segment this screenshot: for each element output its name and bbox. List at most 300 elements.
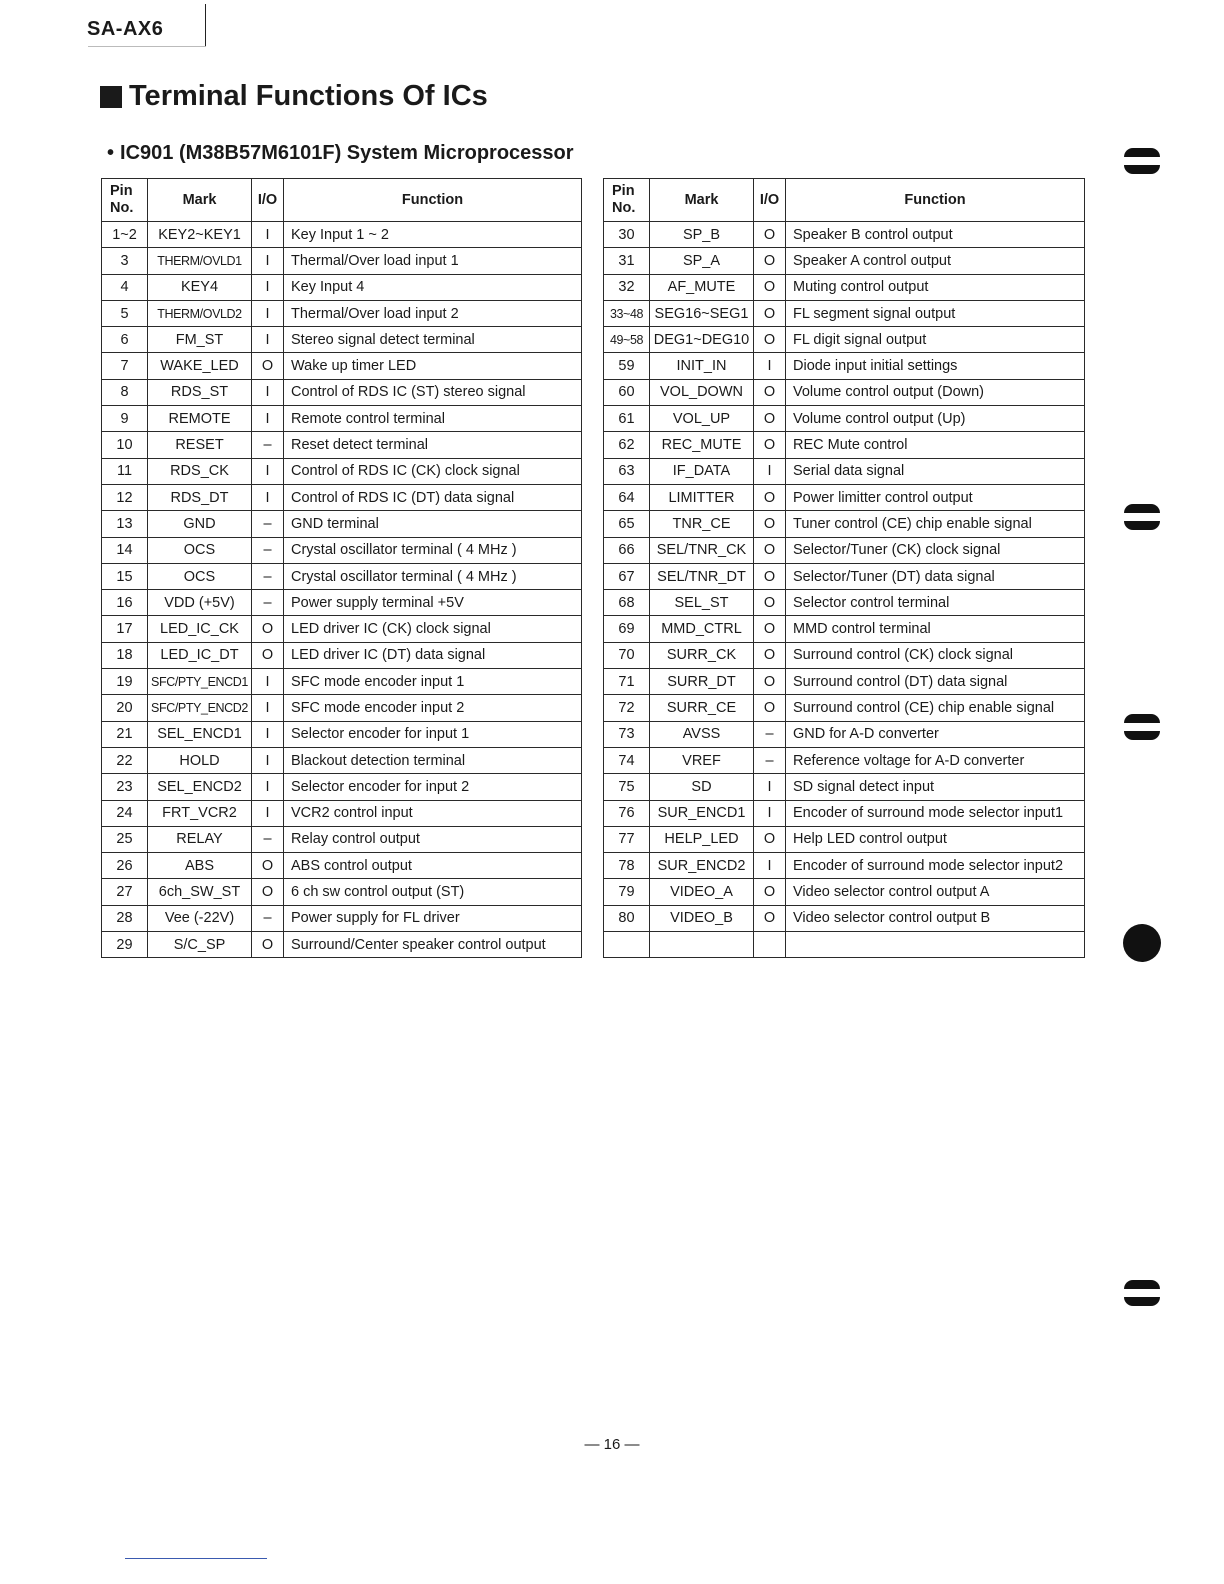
pin-mark: SURR_CE xyxy=(650,695,754,721)
pin-number: 67 xyxy=(604,563,650,589)
pin-number: 75 xyxy=(604,774,650,800)
pin-mark: RESET xyxy=(148,432,252,458)
table-row xyxy=(102,248,582,274)
pin-function: GND terminal xyxy=(284,511,582,537)
pin-mark: VOL_UP xyxy=(650,406,754,432)
pin-function: LED driver IC (CK) clock signal xyxy=(284,616,582,642)
pin-io: O xyxy=(754,511,786,537)
pin-io: O xyxy=(252,616,284,642)
pin-function: Encoder of surround mode selector input2 xyxy=(786,853,1085,879)
pin-function: Selector/Tuner (DT) data signal xyxy=(786,563,1085,589)
pin-function: Key Input 4 xyxy=(284,274,582,300)
pin-number: 29 xyxy=(102,932,148,958)
pin-io: – xyxy=(252,511,284,537)
pin-number: 22 xyxy=(102,747,148,773)
pin-io: – xyxy=(252,537,284,563)
pin-number: 70 xyxy=(604,642,650,668)
pin-mark: HOLD xyxy=(148,747,252,773)
table-row xyxy=(604,432,1085,458)
pin-function: SD signal detect input xyxy=(786,774,1085,800)
pin-function: 6 ch sw control output (ST) xyxy=(284,879,582,905)
pin-mark: LED_IC_CK xyxy=(148,616,252,642)
pin-mark: SP_B xyxy=(650,222,754,248)
table-header-row xyxy=(102,179,582,222)
col-header-io: I/O xyxy=(252,179,284,222)
pin-number: 11 xyxy=(102,458,148,484)
table-row xyxy=(604,747,1085,773)
pin-function: Power supply terminal +5V xyxy=(284,590,582,616)
pin-number: 30 xyxy=(604,222,650,248)
pin-function: Serial data signal xyxy=(786,458,1085,484)
table-row xyxy=(604,327,1085,353)
table-row xyxy=(102,406,582,432)
pin-io: O xyxy=(754,642,786,668)
col-header-pin: Pin No. xyxy=(604,179,650,222)
pin-io: O xyxy=(754,563,786,589)
pin-io: I xyxy=(252,458,284,484)
pin-io: – xyxy=(252,905,284,931)
table-row xyxy=(604,274,1085,300)
table-header-row xyxy=(604,179,1085,222)
pin-function: Volume control output (Down) xyxy=(786,379,1085,405)
table-row xyxy=(102,432,582,458)
pin-function: Help LED control output xyxy=(786,826,1085,852)
pin-number: 14 xyxy=(102,537,148,563)
pin-mark: SFC/PTY_ENCD1 xyxy=(148,669,252,695)
binding-edge-mark xyxy=(1124,714,1160,740)
pin-io: I xyxy=(252,274,284,300)
pin-io: O xyxy=(754,695,786,721)
pin-function: Muting control output xyxy=(786,274,1085,300)
pin-mark: KEY4 xyxy=(148,274,252,300)
pin-io: – xyxy=(754,721,786,747)
page-number: — 16 — xyxy=(584,1436,640,1453)
pin-mark: FRT_VCR2 xyxy=(148,800,252,826)
pin-function: Crystal oscillator terminal ( 4 MHz ) xyxy=(284,563,582,589)
pin-number: 1~2 xyxy=(102,222,148,248)
table-row xyxy=(604,853,1085,879)
pin-mark: SEG16~SEG1 xyxy=(650,300,754,326)
pin-mark: SEL/TNR_CK xyxy=(650,537,754,563)
pin-function: Reset detect terminal xyxy=(284,432,582,458)
pin-number: 80 xyxy=(604,905,650,931)
pin-function: Surround control (DT) data signal xyxy=(786,669,1085,695)
pin-mark: VOL_DOWN xyxy=(650,379,754,405)
pin-mark: SD xyxy=(650,774,754,800)
pin-io: O xyxy=(252,853,284,879)
pin-number: 7 xyxy=(102,353,148,379)
pin-table-right-body xyxy=(604,222,1085,958)
pin-number: 77 xyxy=(604,826,650,852)
pin-mark: LED_IC_DT xyxy=(148,642,252,668)
table-row xyxy=(102,511,582,537)
pin-number: 74 xyxy=(604,747,650,773)
pin-io: I xyxy=(252,747,284,773)
pin-mark: AVSS xyxy=(650,721,754,747)
pin-mark: SEL/TNR_DT xyxy=(650,563,754,589)
pin-io: O xyxy=(252,642,284,668)
pin-table-left-body xyxy=(102,222,582,958)
pin-mark: SURR_CK xyxy=(650,642,754,668)
pin-function: Speaker A control output xyxy=(786,248,1085,274)
pin-io: I xyxy=(252,222,284,248)
pin-function: MMD control terminal xyxy=(786,616,1085,642)
table-row xyxy=(604,695,1085,721)
pin-mark: AF_MUTE xyxy=(650,274,754,300)
pin-number: 17 xyxy=(102,616,148,642)
pin-mark: VREF xyxy=(650,747,754,773)
pin-mark: SFC/PTY_ENCD2 xyxy=(148,695,252,721)
pin-io: O xyxy=(252,879,284,905)
pin-io: O xyxy=(754,300,786,326)
pin-io: O xyxy=(754,248,786,274)
pin-io: O xyxy=(754,327,786,353)
table-row xyxy=(102,879,582,905)
table-row xyxy=(604,406,1085,432)
pin-mark: FM_ST xyxy=(148,327,252,353)
pin-io: O xyxy=(754,379,786,405)
pin-function: Tuner control (CE) chip enable signal xyxy=(786,511,1085,537)
pin-io: I xyxy=(754,458,786,484)
pin-function: Video selector control output B xyxy=(786,905,1085,931)
pin-function: Encoder of surround mode selector input1 xyxy=(786,800,1085,826)
model-number: SA-AX6 xyxy=(87,18,164,40)
pin-function: Control of RDS IC (DT) data signal xyxy=(284,484,582,510)
pin-mark: KEY2~KEY1 xyxy=(148,222,252,248)
bullet-icon: • xyxy=(107,142,115,164)
pin-io: O xyxy=(754,484,786,510)
header-divider xyxy=(205,4,206,46)
table-row xyxy=(604,379,1085,405)
table-row xyxy=(102,353,582,379)
pin-table-right xyxy=(603,178,1085,958)
pin-io: O xyxy=(754,222,786,248)
pin-function: Selector control terminal xyxy=(786,590,1085,616)
pin-io: O xyxy=(754,826,786,852)
table-row xyxy=(604,669,1085,695)
table-row xyxy=(604,248,1085,274)
table-row xyxy=(102,274,582,300)
pin-number: 32 xyxy=(604,274,650,300)
pin-function: FL digit signal output xyxy=(786,327,1085,353)
pin-mark: VDD (+5V) xyxy=(148,590,252,616)
pin-function: Speaker B control output xyxy=(786,222,1085,248)
pin-table-left xyxy=(101,178,582,958)
pin-function: Wake up timer LED xyxy=(284,353,582,379)
header-underline xyxy=(88,46,206,47)
pin-mark: RELAY xyxy=(148,826,252,852)
table-row xyxy=(102,932,582,958)
table-row xyxy=(102,616,582,642)
pin-mark: VIDEO_B xyxy=(650,905,754,931)
page-title xyxy=(100,80,488,113)
pin-number: 33~48 xyxy=(604,300,650,326)
pin-function: Relay control output xyxy=(284,826,582,852)
pin-mark: RDS_DT xyxy=(148,484,252,510)
table-row xyxy=(604,642,1085,668)
pin-io: I xyxy=(754,800,786,826)
table-row xyxy=(102,774,582,800)
pin-number: 12 xyxy=(102,484,148,510)
pin-mark: THERM/OVLD1 xyxy=(148,248,252,274)
pin-function: Diode input initial settings xyxy=(786,353,1085,379)
pin-io: O xyxy=(754,537,786,563)
pin-function: Crystal oscillator terminal ( 4 MHz ) xyxy=(284,537,582,563)
pin-number: 78 xyxy=(604,853,650,879)
pin-mark: THERM/OVLD2 xyxy=(148,300,252,326)
binding-edge-mark xyxy=(1124,148,1160,174)
pin-function: VCR2 control input xyxy=(284,800,582,826)
pin-number: 64 xyxy=(604,484,650,510)
pin-number: 68 xyxy=(604,590,650,616)
pin-number: 15 xyxy=(102,563,148,589)
pin-function: Thermal/Over load input 2 xyxy=(284,300,582,326)
table-row xyxy=(604,458,1085,484)
pin-io: O xyxy=(252,932,284,958)
pin-mark: SEL_ENCD2 xyxy=(148,774,252,800)
pin-function: Power limitter control output xyxy=(786,484,1085,510)
pin-io: O xyxy=(754,274,786,300)
table-row xyxy=(102,300,582,326)
pin-mark: INIT_IN xyxy=(650,353,754,379)
table-row xyxy=(604,353,1085,379)
pin-number: 28 xyxy=(102,905,148,931)
binding-edge-mark xyxy=(1124,504,1160,530)
pin-number: 5 xyxy=(102,300,148,326)
table-row xyxy=(102,695,582,721)
table-row xyxy=(604,905,1085,931)
pin-number: 26 xyxy=(102,853,148,879)
pin-mark: TNR_CE xyxy=(650,511,754,537)
pin-mark: OCS xyxy=(148,537,252,563)
pin-io: O xyxy=(754,616,786,642)
pin-function: GND for A-D converter xyxy=(786,721,1085,747)
col-header-function: Function xyxy=(786,179,1085,222)
pin-mark: SUR_ENCD1 xyxy=(650,800,754,826)
pin-io: O xyxy=(754,432,786,458)
pin-io: I xyxy=(252,484,284,510)
pin-io: I xyxy=(252,248,284,274)
pin-number: 72 xyxy=(604,695,650,721)
pin-number: 76 xyxy=(604,800,650,826)
table-row xyxy=(604,879,1085,905)
pin-function: Surround/Center speaker control output xyxy=(284,932,582,958)
table-row xyxy=(604,484,1085,510)
pin-io: O xyxy=(252,353,284,379)
pin-function: SFC mode encoder input 1 xyxy=(284,669,582,695)
pin-function: Thermal/Over load input 1 xyxy=(284,248,582,274)
pin-io: I xyxy=(252,669,284,695)
footer-rule xyxy=(125,1558,267,1559)
table-row xyxy=(604,511,1085,537)
pin-number: 25 xyxy=(102,826,148,852)
pin-function: Video selector control output A xyxy=(786,879,1085,905)
table-row xyxy=(604,800,1085,826)
table-row xyxy=(102,642,582,668)
pin-io: O xyxy=(754,879,786,905)
pin-io: I xyxy=(252,695,284,721)
section-title-text: IC901 (M38B57M6101F) System Microprocessor xyxy=(120,142,574,164)
table-row xyxy=(102,669,582,695)
pin-mark: WAKE_LED xyxy=(148,353,252,379)
pin-mark: IF_DATA xyxy=(650,458,754,484)
pin-mark: SUR_ENCD2 xyxy=(650,853,754,879)
pin-mark: RDS_CK xyxy=(148,458,252,484)
pin-number: 71 xyxy=(604,669,650,695)
pin-number: 23 xyxy=(102,774,148,800)
pin-function: REC Mute control xyxy=(786,432,1085,458)
col-header-function: Function xyxy=(284,179,582,222)
table-row xyxy=(604,563,1085,589)
table-row xyxy=(102,222,582,248)
table-row xyxy=(604,222,1085,248)
pin-io: I xyxy=(252,327,284,353)
pin-function: Blackout detection terminal xyxy=(284,747,582,773)
table-row xyxy=(102,905,582,931)
table-row xyxy=(102,458,582,484)
pin-mark: S/C_SP xyxy=(148,932,252,958)
pin-number: 4 xyxy=(102,274,148,300)
pin-number: 60 xyxy=(604,379,650,405)
table-row xyxy=(102,590,582,616)
pin-function: Control of RDS IC (ST) stereo signal xyxy=(284,379,582,405)
pin-io: I xyxy=(252,800,284,826)
pin-mark: OCS xyxy=(148,563,252,589)
pin-number: 9 xyxy=(102,406,148,432)
pin-mark: DEG1~DEG10 xyxy=(650,327,754,353)
pin-io: – xyxy=(754,747,786,773)
pin-function: Control of RDS IC (CK) clock signal xyxy=(284,458,582,484)
pin-function: Stereo signal detect terminal xyxy=(284,327,582,353)
pin-number: 63 xyxy=(604,458,650,484)
pin-number: 8 xyxy=(102,379,148,405)
pin-io: – xyxy=(252,826,284,852)
pin-function: Selector encoder for input 2 xyxy=(284,774,582,800)
pin-io: – xyxy=(252,590,284,616)
pin-io: I xyxy=(754,853,786,879)
pin-number xyxy=(604,932,650,958)
table-row xyxy=(102,853,582,879)
pin-mark: SURR_DT xyxy=(650,669,754,695)
pin-number: 19 xyxy=(102,669,148,695)
pin-io xyxy=(754,932,786,958)
pin-io: O xyxy=(754,590,786,616)
pin-io: O xyxy=(754,406,786,432)
pin-mark: SP_A xyxy=(650,248,754,274)
table-row xyxy=(102,484,582,510)
table-row xyxy=(604,537,1085,563)
table-row xyxy=(102,379,582,405)
pin-mark: LIMITTER xyxy=(650,484,754,510)
table-row xyxy=(102,327,582,353)
table-row xyxy=(604,826,1085,852)
pin-io: – xyxy=(252,432,284,458)
col-header-pin: Pin No. xyxy=(102,179,148,222)
section-title xyxy=(107,142,574,165)
pin-function: FL segment signal output xyxy=(786,300,1085,326)
table-row xyxy=(604,932,1085,958)
pin-io: I xyxy=(252,721,284,747)
table-row xyxy=(604,616,1085,642)
pin-number: 65 xyxy=(604,511,650,537)
pin-function: Key Input 1 ~ 2 xyxy=(284,222,582,248)
col-header-mark: Mark xyxy=(650,179,754,222)
pin-mark: HELP_LED xyxy=(650,826,754,852)
pin-mark: MMD_CTRL xyxy=(650,616,754,642)
pin-io: – xyxy=(252,563,284,589)
pin-io: O xyxy=(754,669,786,695)
table-row xyxy=(102,800,582,826)
table-row xyxy=(102,563,582,589)
pin-function: Volume control output (Up) xyxy=(786,406,1085,432)
square-bullet-icon xyxy=(100,86,122,108)
pin-number: 31 xyxy=(604,248,650,274)
pin-function xyxy=(786,932,1085,958)
pin-number: 61 xyxy=(604,406,650,432)
pin-mark: VIDEO_A xyxy=(650,879,754,905)
pin-mark: 6ch_SW_ST xyxy=(148,879,252,905)
pin-number: 3 xyxy=(102,248,148,274)
pin-function: Reference voltage for A-D converter xyxy=(786,747,1085,773)
pin-function: Selector/Tuner (CK) clock signal xyxy=(786,537,1085,563)
table-row xyxy=(604,721,1085,747)
pin-mark: GND xyxy=(148,511,252,537)
pin-io: I xyxy=(754,774,786,800)
col-header-mark: Mark xyxy=(148,179,252,222)
pin-number: 21 xyxy=(102,721,148,747)
pin-function: Selector encoder for input 1 xyxy=(284,721,582,747)
pin-number: 6 xyxy=(102,327,148,353)
pin-mark: SEL_ST xyxy=(650,590,754,616)
pin-number: 69 xyxy=(604,616,650,642)
pin-function: Surround control (CK) clock signal xyxy=(786,642,1085,668)
pin-mark xyxy=(650,932,754,958)
pin-number: 13 xyxy=(102,511,148,537)
pin-function: SFC mode encoder input 2 xyxy=(284,695,582,721)
pin-mark: REC_MUTE xyxy=(650,432,754,458)
pin-number: 49~58 xyxy=(604,327,650,353)
pin-mark: Vee (-22V) xyxy=(148,905,252,931)
pin-number: 73 xyxy=(604,721,650,747)
binding-edge-dot xyxy=(1123,924,1161,962)
pin-function: Remote control terminal xyxy=(284,406,582,432)
pin-number: 20 xyxy=(102,695,148,721)
pin-number: 24 xyxy=(102,800,148,826)
pin-function: Power supply for FL driver xyxy=(284,905,582,931)
table-row xyxy=(604,774,1085,800)
pin-io: I xyxy=(252,379,284,405)
pin-mark: ABS xyxy=(148,853,252,879)
pin-function: Surround control (CE) chip enable signal xyxy=(786,695,1085,721)
pin-number: 62 xyxy=(604,432,650,458)
pin-io: I xyxy=(252,300,284,326)
pin-io: I xyxy=(252,774,284,800)
table-row xyxy=(102,721,582,747)
pin-mark: SEL_ENCD1 xyxy=(148,721,252,747)
pin-number: 59 xyxy=(604,353,650,379)
table-row xyxy=(102,826,582,852)
pin-number: 10 xyxy=(102,432,148,458)
pin-mark: RDS_ST xyxy=(148,379,252,405)
pin-io: I xyxy=(252,406,284,432)
binding-edge-mark xyxy=(1124,1280,1160,1306)
col-header-io: I/O xyxy=(754,179,786,222)
table-row xyxy=(102,537,582,563)
pin-number: 16 xyxy=(102,590,148,616)
pin-number: 79 xyxy=(604,879,650,905)
pin-function: ABS control output xyxy=(284,853,582,879)
pin-mark: REMOTE xyxy=(148,406,252,432)
